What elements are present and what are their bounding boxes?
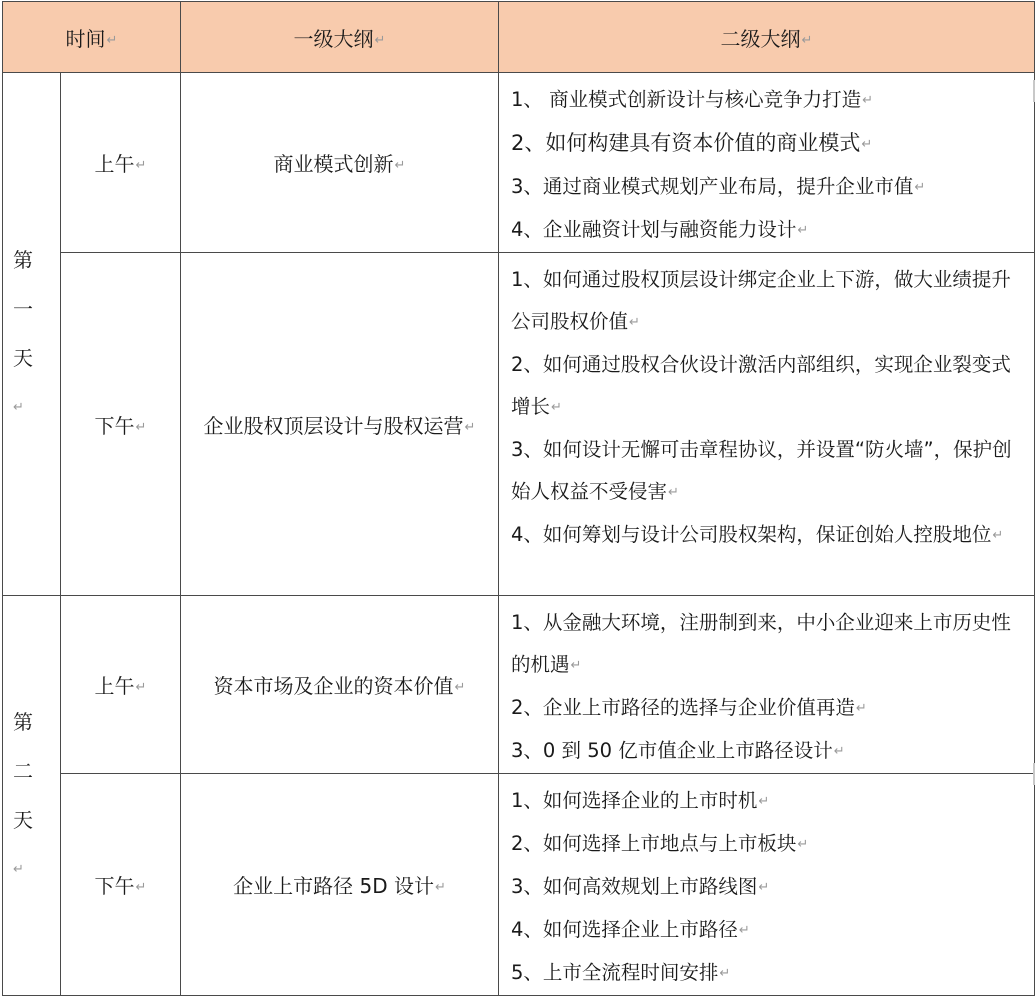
paragraph-mark-icon: ↵ [668, 485, 679, 500]
paragraph-mark-icon: ↵ [135, 880, 147, 895]
list-item: 1、如何选择企业的上市时机↵ [511, 789, 770, 812]
time-slot: 下午↵ [61, 253, 181, 596]
course-outline-table [2, 1, 1035, 996]
header-level2: 二级大纲↵ [499, 2, 1035, 73]
paragraph-mark-icon: ↵ [719, 966, 731, 981]
paragraph-mark-icon: ↵ [13, 861, 24, 877]
list-item: 5、上市全流程时间安排↵ [511, 961, 731, 984]
list-item: 4、如何选择企业上市路径↵ [511, 918, 750, 941]
paragraph-mark-icon: ↵ [862, 93, 874, 108]
paragraph-mark-icon: ↵ [106, 32, 118, 48]
paragraph-mark-icon: ↵ [570, 658, 582, 673]
level1-topic: 资本市场及企业的资本价值↵ [181, 596, 499, 774]
paragraph-mark-icon: ↵ [135, 419, 147, 435]
list-item: 1、如何通过股权顶层设计绑定企业上下游，做大业绩提升公司股权价值↵ [511, 268, 1011, 333]
list-item: 3、如何设计无懈可击章程协议，并设置“防火墙”，保护创始人权益不受侵害↵ [511, 438, 1012, 503]
list-item: 1、 商业模式创新设计与核心竞争力打造↵ [511, 88, 874, 111]
paragraph-mark-icon: ↵ [797, 837, 809, 852]
paragraph-mark-icon: ↵ [374, 32, 386, 48]
list-item: 3、如何高效规划上市路线图↵ [511, 875, 770, 898]
level1-topic: 企业股权顶层设计与股权运营↵ [181, 253, 499, 596]
paragraph-mark-icon: ↵ [135, 158, 147, 173]
paragraph-mark-icon: ↵ [629, 315, 640, 330]
list-item: 4、企业融资计划与融资能力设计↵ [511, 218, 809, 241]
paragraph-mark-icon: ↵ [758, 880, 770, 895]
list-item: 1、从金融大环境，注册制到来，中小企业迎来上市历史性的机遇↵ [511, 611, 1011, 676]
time-slot: 下午↵ [61, 774, 181, 996]
paragraph-mark-icon: ↵ [992, 528, 1004, 543]
header-level1: 一级大纲↵ [181, 2, 499, 73]
header-row [3, 2, 1035, 73]
list-item: 2、如何选择上市地点与上市板块↵ [511, 832, 809, 855]
day-label: 第 二 天 ↵ [3, 596, 61, 996]
list-item: 2、企业上市路径的选择与企业价值再造↵ [511, 696, 867, 719]
paragraph-mark-icon: ↵ [454, 680, 466, 695]
level1-topic: 企业上市路径 5D 设计↵ [181, 774, 499, 996]
paragraph-mark-icon: ↵ [738, 923, 750, 938]
level2-list [499, 73, 1035, 253]
level2-list [499, 774, 1035, 996]
paragraph-mark-icon: ↵ [914, 180, 926, 195]
level1-topic: 商业模式创新↵ [181, 73, 499, 253]
list-item: 2、如何构建具有资本价值的商业模式↵ [511, 131, 873, 155]
paragraph-mark-icon: ↵ [394, 158, 406, 173]
paragraph-mark-icon: ↵ [464, 419, 476, 435]
paragraph-mark-icon: ↵ [797, 223, 809, 238]
level2-list [499, 253, 1035, 596]
list-item: 2、如何通过股权合伙设计激活内部组织，实现企业裂变式增长↵ [511, 353, 1011, 418]
paragraph-mark-icon: ↵ [758, 794, 770, 809]
paragraph-mark-icon: ↵ [855, 701, 867, 716]
header-time: 时间↵ [3, 2, 181, 73]
paragraph-mark-icon: ↵ [434, 880, 446, 895]
paragraph-mark-icon: ↵ [801, 32, 813, 48]
list-item: 3、0 到 50 亿市值企业上市路径设计↵ [511, 739, 845, 762]
level2-list [499, 596, 1035, 774]
paragraph-mark-icon: ↵ [861, 137, 873, 152]
day-label: 第 一 天 ↵ [3, 73, 61, 596]
table-row [3, 253, 1035, 596]
time-slot: 上午↵ [61, 596, 181, 774]
table-row [3, 596, 1035, 774]
paragraph-mark-icon: ↵ [551, 400, 562, 415]
table-row [3, 73, 1035, 253]
paragraph-mark-icon: ↵ [135, 680, 147, 695]
table-row [3, 774, 1035, 996]
list-item: 3、通过商业模式规划产业布局，提升企业市值↵ [511, 175, 926, 198]
paragraph-mark-icon: ↵ [13, 400, 24, 415]
paragraph-mark-icon: ↵ [833, 744, 845, 759]
list-item: 4、如何筹划与设计公司股权架构，保证创始人控股地位↵ [511, 523, 1004, 546]
time-slot: 上午↵ [61, 73, 181, 253]
